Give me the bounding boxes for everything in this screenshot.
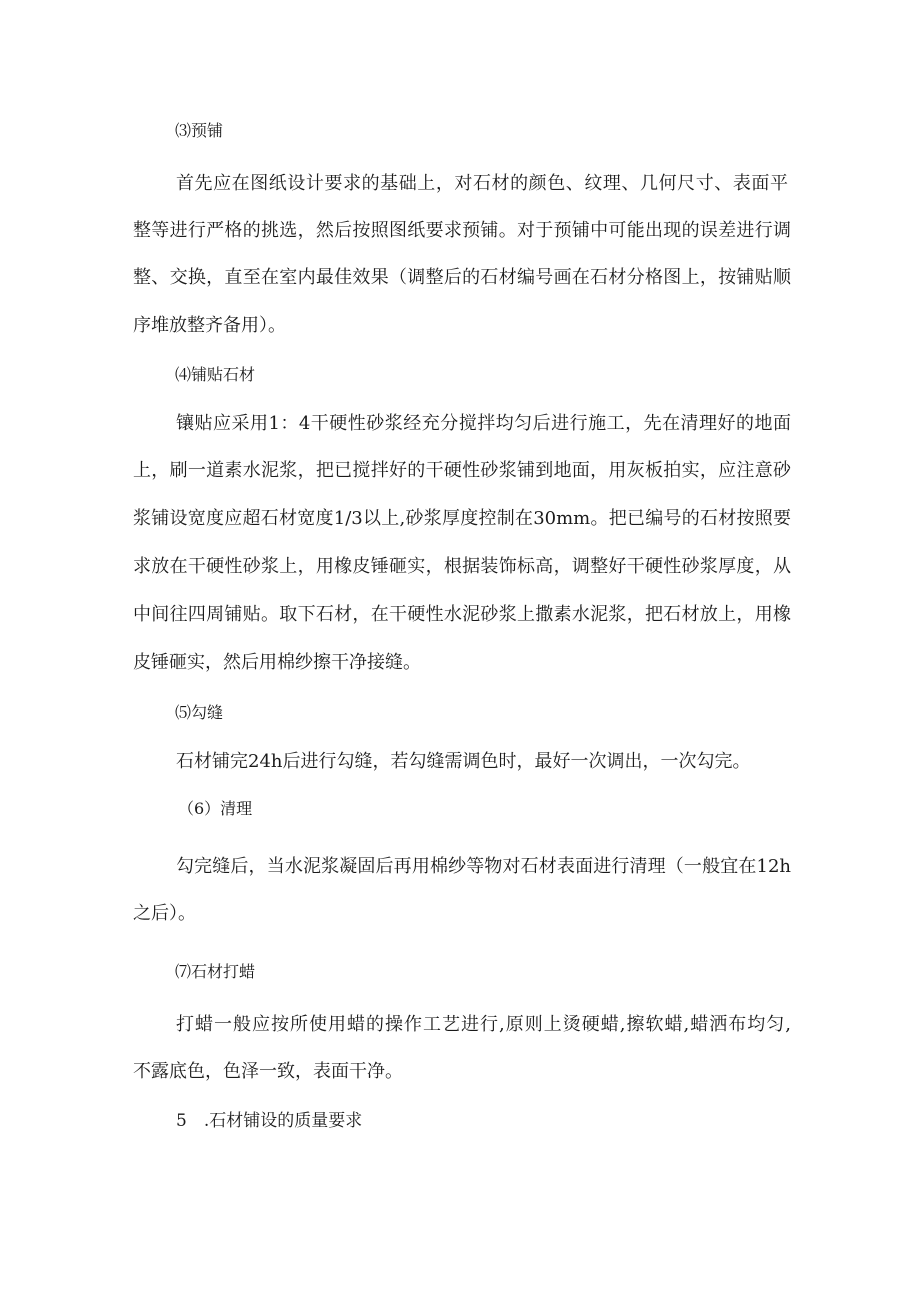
paragraph-line: 打蜡一般应按所使用蜡的操作工艺进行,原则上烫硬蜡,擦软蜡,蜡洒布均匀, bbox=[176, 1014, 791, 1035]
paragraph-line: 不露底色，色泽一致，表面干净。 bbox=[133, 1061, 403, 1082]
section-heading-4: ⑷铺贴石材 bbox=[175, 365, 256, 384]
paragraph-line: 勾完缝后，当水泥浆凝固后再用棉纱等物对石材表面进行清理（一般宜在12h bbox=[176, 856, 791, 877]
section-heading-6: （6）清理 bbox=[178, 799, 253, 818]
paragraph-line: 整等进行严格的挑选，然后按照图纸要求预铺。对于预铺中可能出现的误差进行调 bbox=[133, 220, 791, 241]
paragraph-line: 石材铺完24h后进行勾缝，若勾缝需调色时，最好一次调出，一次勾完。 bbox=[176, 751, 751, 772]
paragraph-line: 首先应在图纸设计要求的基础上，对石材的颜色、纹理、几何尺寸、表面平 bbox=[176, 173, 788, 194]
paragraph-line: 皮锤砸实，然后用棉纱擦干净接缝。 bbox=[133, 652, 421, 673]
section-heading-7: ⑺石材打蜡 bbox=[175, 962, 256, 981]
section-heading-quality: 5 .石材铺设的质量要求 bbox=[176, 1111, 363, 1131]
paragraph-line: 序堆放整齐备用）。 bbox=[133, 315, 286, 336]
paragraph-line: 上，刷一道素水泥浆，把已搅拌好的干硬性砂浆铺到地面，用灰板拍实，应注意砂 bbox=[133, 460, 791, 481]
paragraph-line: 之后）。 bbox=[133, 903, 196, 924]
paragraph-line: 镶贴应采用1：4干硬性砂浆经充分搅拌均匀后进行施工，先在清理好的地面 bbox=[176, 413, 791, 434]
paragraph-line: 求放在干硬性砂浆上，用橡皮锤砸实，根据装饰标高，调整好干硬性砂浆厚度，从 bbox=[133, 556, 791, 577]
paragraph-line: 中间往四周铺贴。取下石材，在干硬性水泥砂浆上撒素水泥浆，把石材放上，用橡 bbox=[133, 604, 791, 625]
paragraph-line: 整、交换，直至在室内最佳效果（调整后的石材编号画在石材分格图上，按铺贴顺 bbox=[133, 267, 791, 288]
paragraph-line: 浆铺设宽度应超石材宽度1/3以上,砂浆厚度控制在30mm。把已编号的石材按照要 bbox=[133, 508, 791, 529]
section-heading-3: ⑶预铺 bbox=[175, 121, 224, 140]
section-heading-5: ⑸勾缝 bbox=[175, 703, 224, 722]
